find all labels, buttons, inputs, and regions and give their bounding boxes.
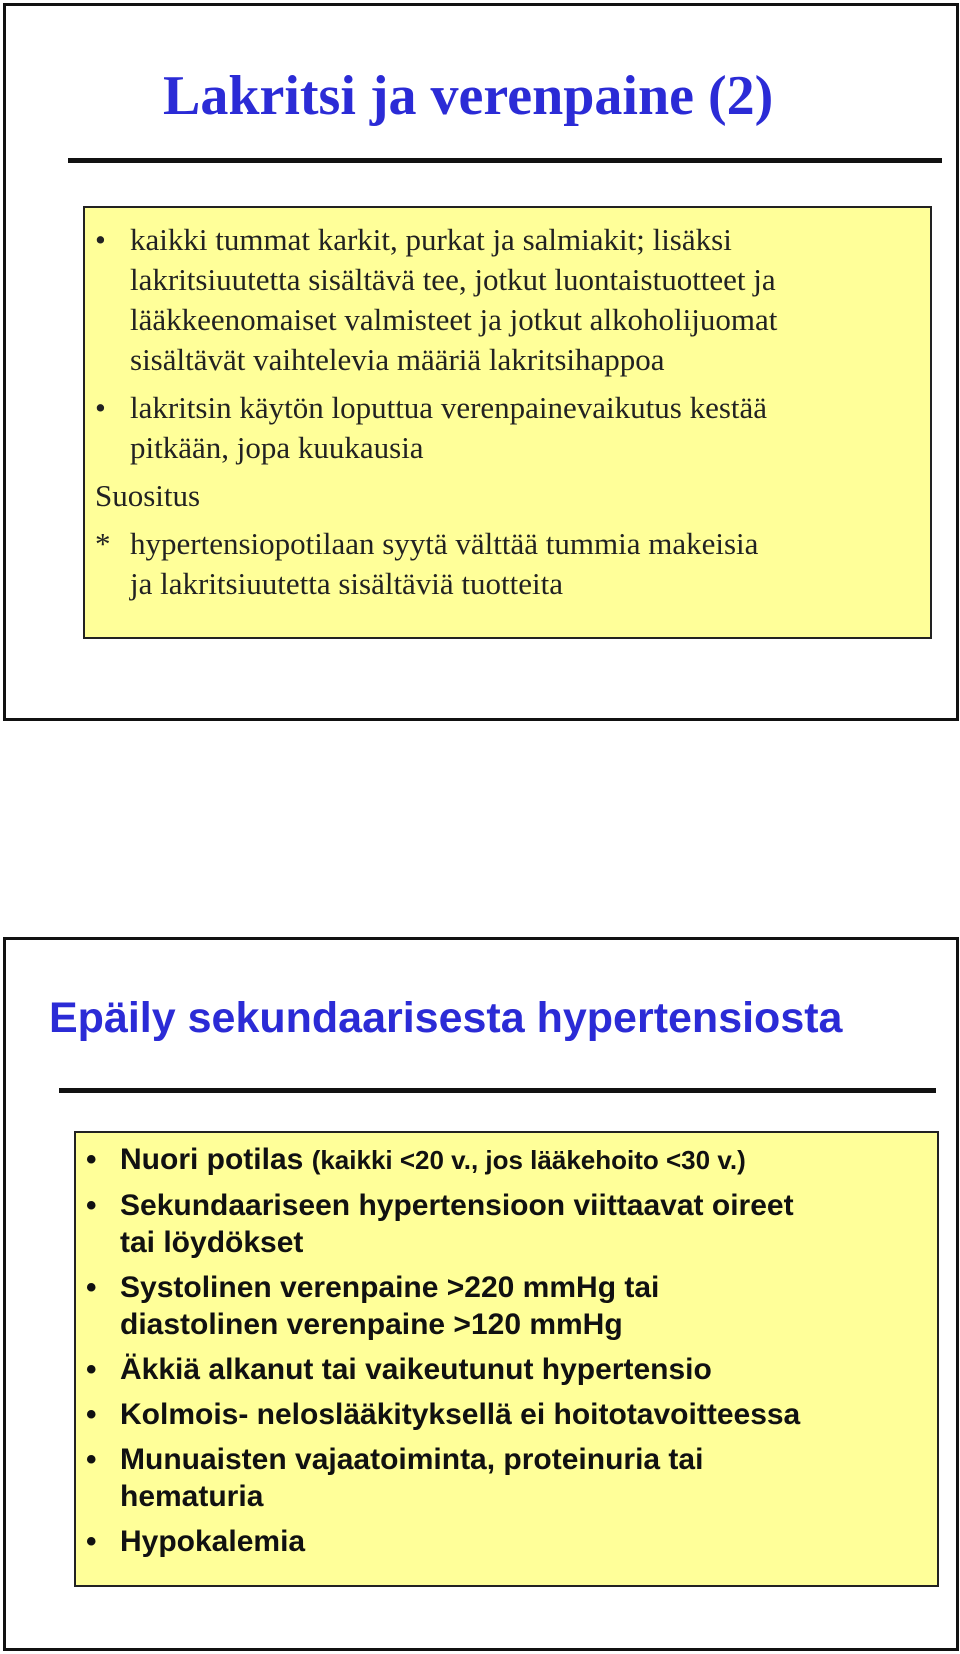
bullet-icon: • (86, 1271, 97, 1304)
item-text-line: ja lakritsiuutetta sisältäviä tuotteita (130, 566, 564, 601)
item-text-line: Systolinen verenpaine >220 mmHg tai (120, 1271, 660, 1304)
item-text-line: hypertensiopotilaan syytä välttää tummia makeisia (130, 526, 759, 561)
list-item (76, 1269, 937, 1343)
list-item (85, 220, 930, 380)
bullet-list (85, 220, 930, 604)
content-box (74, 1131, 939, 1587)
item-text-line: tai löydökset (120, 1226, 304, 1259)
item-text-line: hematuria (120, 1480, 264, 1513)
list-item (76, 1187, 937, 1261)
item-text-line: Hypokalemia (120, 1525, 306, 1558)
bullet-icon: • (95, 222, 106, 257)
bullet-icon: • (86, 1525, 97, 1558)
item-text: Nuori potilas (120, 1143, 304, 1176)
slide-1 (3, 3, 959, 721)
list-item (76, 1351, 937, 1388)
item-text-line: Sekundaariseen hypertensioon viittaavat oireet (120, 1189, 794, 1222)
bullet-icon: • (86, 1189, 97, 1222)
list-item (76, 1441, 937, 1515)
list-item (76, 1396, 937, 1433)
item-text-line: Kolmois- neloslääkityksellä ei hoitotavoitteessa (120, 1398, 801, 1431)
bullet-icon: • (86, 1143, 97, 1176)
bullet-icon: • (86, 1353, 97, 1386)
item-text-line: diastolinen verenpaine >120 mmHg (120, 1308, 623, 1341)
list-item (85, 388, 930, 468)
recommendation-label: Suositus (95, 478, 201, 513)
list-item (76, 1141, 937, 1179)
recommendation-item (85, 524, 930, 604)
title-divider (59, 1088, 936, 1093)
slide-2-title: Epäily sekundaarisesta hypertensiosta (49, 994, 843, 1042)
bullet-icon: • (95, 390, 106, 425)
item-text-line: lakritsiuutetta sisältävä tee, jotkut luontaistuotteet ja (130, 262, 776, 297)
list-item (76, 1523, 937, 1560)
item-note: (kaikki <20 v., jos lääkehoito <30 v.) (311, 1145, 746, 1175)
item-text-line: Munuaisten vajaatoiminta, proteinuria tai (120, 1443, 704, 1476)
item-text-line: lääkkeenomaiset valmisteet ja jotkut alkoholijuomat (130, 302, 778, 337)
slide-2 (3, 937, 959, 1651)
item-text-line: kaikki tummat karkit, purkat ja salmiakit; lisäksi (130, 222, 732, 257)
item-text-line: Äkkiä alkanut tai vaikeutunut hypertensio (120, 1353, 712, 1386)
item-text-line: sisältävät vaihtelevia määriä lakritsihappoa (130, 342, 665, 377)
item-text-line: lakritsin käytön loputtua verenpainevaikutus kestää (130, 390, 768, 425)
bullet-list (76, 1141, 937, 1560)
slide-1-title: Lakritsi ja verenpaine (2) (163, 65, 774, 127)
content-box (83, 206, 932, 639)
bullet-icon: • (86, 1398, 97, 1431)
bullet-icon: • (86, 1443, 97, 1476)
item-text-line: pitkään, jopa kuukausia (130, 430, 424, 465)
recommendation-heading (85, 476, 930, 516)
title-divider (68, 158, 942, 163)
asterisk-icon: * (95, 526, 111, 561)
